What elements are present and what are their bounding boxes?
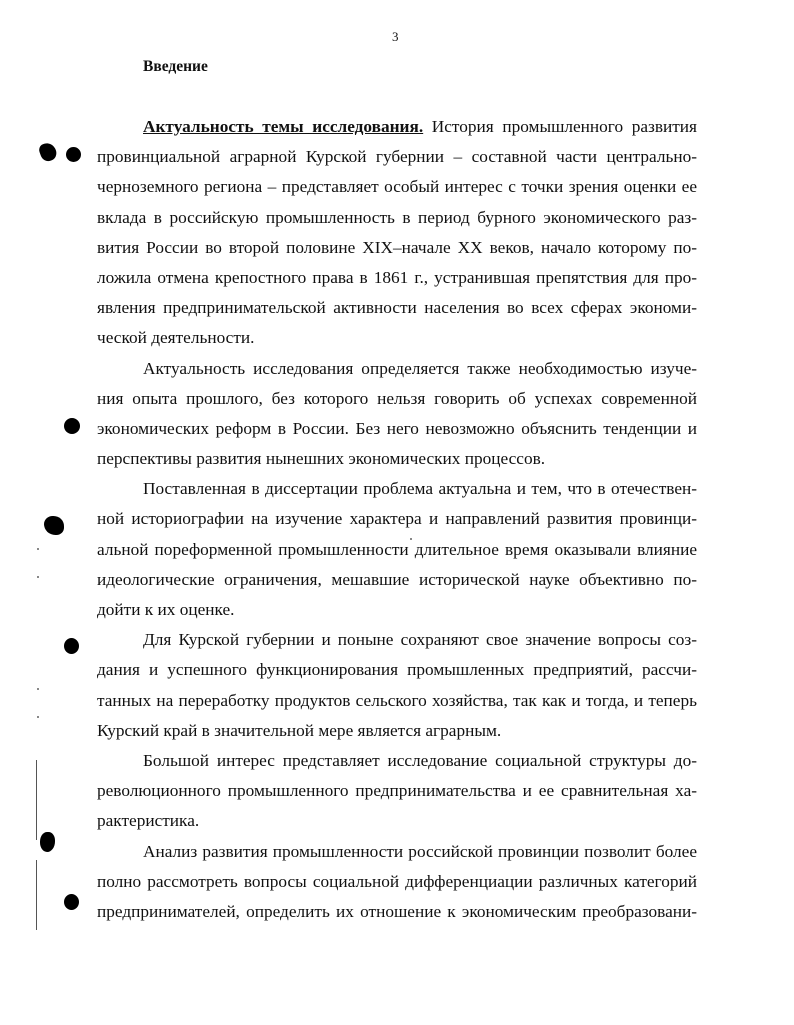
text-line: Большой интерес представляет исследование социальной структуры до- — [143, 750, 697, 770]
text-line: Для Курской губернии и поныне сохраняют свое значение вопросы соз- — [143, 630, 697, 650]
punch-hole-mark — [64, 638, 79, 654]
text-line: полно рассмотреть вопросы социальной дифференциации различных категорий — [97, 871, 697, 891]
text-line: Поставленная в диссертации проблема актуальна и тем, что в отечествен- — [143, 479, 697, 499]
text-line: Анализ развития промышленности российской провинции позволит более — [143, 841, 697, 861]
margin-scan-line — [36, 860, 37, 930]
text-line-rest: История промышленного развития — [423, 117, 697, 136]
punch-hole-mark — [64, 418, 80, 434]
punch-hole-mark — [40, 832, 55, 852]
text-line: дания и успешного функционирования промышленных предприятий, рассчи- — [97, 660, 697, 680]
text-line: провинциальной аграрной Курской губернии – составной части центрально- — [97, 147, 697, 167]
text-line: Курский край в значительной мере является аграрным. — [97, 720, 502, 740]
scan-speck — [37, 688, 39, 690]
text-line: вития России во второй половине XIX–начале XX веков, начало которому по- — [97, 237, 697, 257]
punch-hole-mark — [64, 894, 79, 910]
scan-speck — [37, 576, 39, 578]
page-number: 3 — [392, 29, 399, 44]
text-line: перспективы развития нынешних экономических процессов. — [97, 449, 546, 469]
text-line: идеологические ограничения, мешавшие исторической науке объективно по- — [97, 569, 697, 589]
text-line: рактеристика. — [97, 811, 200, 831]
scan-speck — [37, 716, 39, 718]
text-line: революционного промышленного предпринимательства и ее сравнительная ха- — [97, 781, 697, 801]
margin-scan-line — [36, 760, 37, 840]
text-line: экономических реформ в России. Без него невозможно объяснить тенденции и — [97, 418, 697, 438]
text-line: танных на переработку продуктов сельского хозяйства, так как и тогда, и теперь — [97, 690, 697, 710]
text-line: альной пореформенной промышленности длительное время оказывали влияние — [97, 539, 697, 559]
lead-phrase: Актуальность темы исследования. — [143, 117, 424, 136]
punch-hole-mark — [66, 147, 81, 162]
punch-hole-mark — [37, 141, 58, 163]
text-line: ческой деятельности. — [97, 328, 255, 348]
text-line: ложила отмена крепостного права в 1861 г., устранившая препятствия для про- — [97, 267, 697, 287]
text-line: явления предпринимательской активности населения во всех сферах экономи- — [97, 298, 697, 318]
text-line: дойти к их оценке. — [97, 600, 235, 619]
text-line: предпринимателей, определить их отношение к экономическим преобразовани- — [97, 901, 697, 921]
body-text — [97, 112, 697, 927]
text-line: Актуальность исследования определяется также необходимостью изуче- — [143, 358, 697, 378]
text-line: черноземного региона – представляет особый интерес с точки зрения оценки ее — [97, 177, 697, 197]
scan-speck — [37, 548, 39, 550]
text-line: ния опыта прошлого, без которого нельзя говорить об успехах современной — [97, 388, 697, 408]
text-line: вклада в российскую промышленность в период бурного экономического раз- — [97, 207, 697, 227]
text-line — [97, 112, 697, 142]
section-heading: Введение — [143, 58, 208, 75]
text-line: ной историографии на изучение характера и направлений развития провинци- — [97, 509, 697, 529]
punch-hole-mark — [44, 516, 64, 535]
